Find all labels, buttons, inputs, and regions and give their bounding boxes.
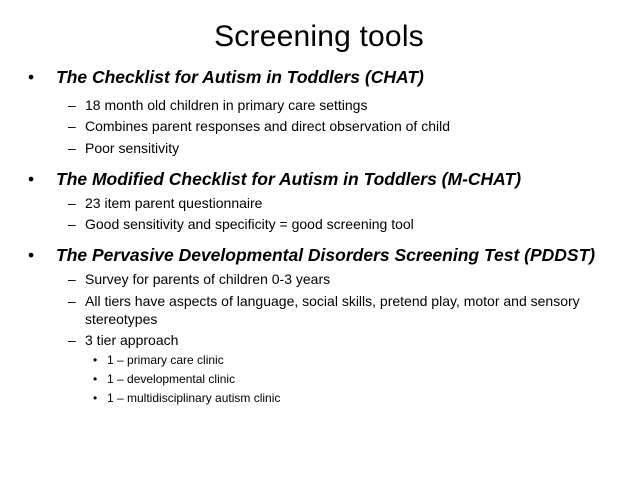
dash-icon: –: [68, 216, 76, 232]
dash-icon: –: [68, 118, 76, 134]
list-item-text: Good sensitivity and specificity = good screening tool: [85, 216, 414, 232]
list-item-text: Poor sensitivity: [85, 140, 180, 156]
section-heading-text: The Pervasive Developmental Disorders Screening Test (PDDST): [56, 245, 596, 265]
sub-list-item-text: 1 – multidisciplinary autism clinic: [107, 391, 281, 405]
section-heading-text: The Checklist for Autism in Toddlers (CHAT): [56, 67, 424, 87]
bullet-icon: •: [93, 391, 98, 405]
dash-icon: –: [68, 140, 76, 156]
dash-icon: –: [68, 332, 76, 348]
bullet-icon: •: [28, 67, 35, 87]
dash-icon: –: [68, 97, 76, 113]
sub-list-item-text: 1 – developmental clinic: [107, 372, 236, 386]
list-item-text: 3 tier approach: [85, 332, 179, 348]
dash-icon: –: [68, 195, 76, 211]
slide-title: Screening tools: [214, 20, 424, 53]
bullet-icon: •: [93, 372, 98, 386]
dash-icon: –: [68, 293, 76, 309]
bullet-icon: •: [28, 245, 35, 265]
list-item-text: 23 item parent questionnaire: [85, 195, 263, 211]
list-item-text: All tiers have aspects of language, social skills, pretend play, motor and sensory stereotypes: [85, 293, 580, 327]
list-item-text: Combines parent responses and direct observation of child: [85, 118, 450, 134]
list-item-text: Survey for parents of children 0-3 years: [85, 271, 331, 287]
list-item-text: 18 month old children in primary care settings: [85, 97, 368, 113]
dash-icon: –: [68, 271, 76, 287]
bullet-icon: •: [28, 169, 35, 189]
sub-list-item-text: 1 – primary care clinic: [107, 353, 224, 367]
bullet-icon: •: [93, 353, 98, 367]
section-heading-text: The Modified Checklist for Autism in Toddlers (M-CHAT): [56, 169, 522, 189]
